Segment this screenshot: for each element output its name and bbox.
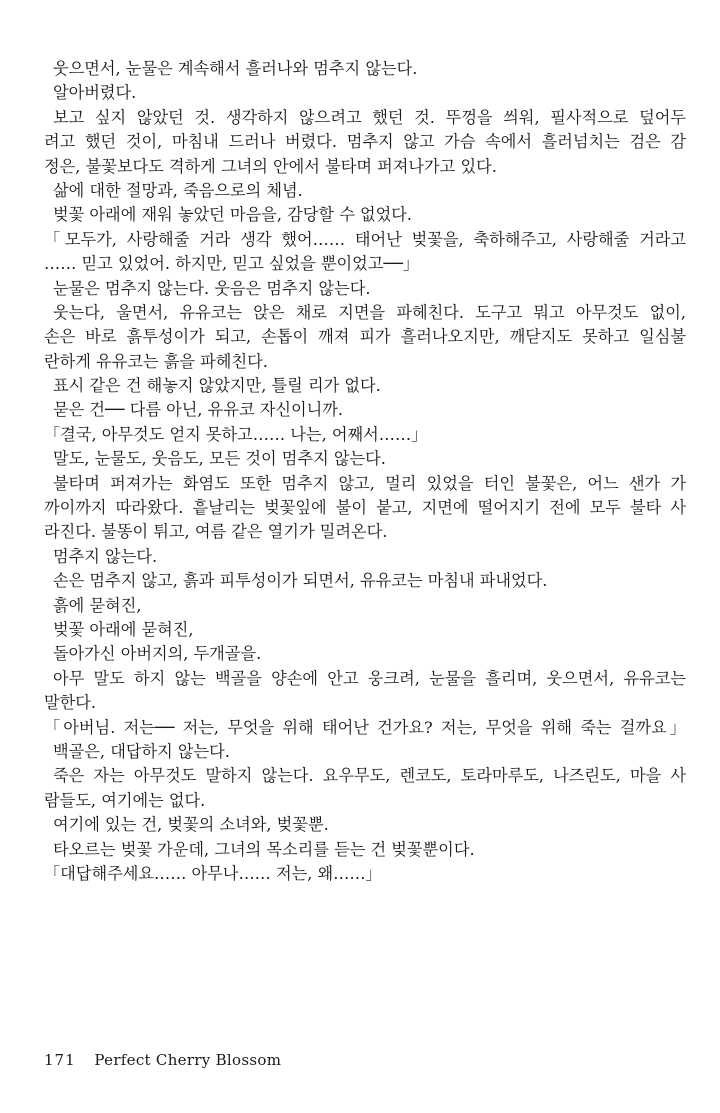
- text-line: 흙에 묻혀진,: [53, 595, 142, 615]
- text-line: 타오르는 벚꽃 가운데, 그녀의 목소리를 듣는 건 벚꽃뿐이다.: [53, 839, 475, 859]
- text-line: 까이까지 따라왔다. 흩날리는 벚꽃잎에 불이 붙고, 지면에 떨어지기 전에 모두 불타 사: [44, 498, 686, 518]
- book-title: Perfect Cherry Blossom: [94, 1051, 282, 1069]
- text-line: 돌아가신 아버지의, 두개골을.: [53, 644, 262, 664]
- text-line: 손은 바로 흙투성이가 되고, 손톱이 깨져 피가 흘러나오지만, 깨닫지도 못하고 일심불: [44, 327, 686, 347]
- text-line: 여기에 있는 건, 벚꽃의 소녀와, 벚꽃뿐.: [53, 815, 329, 835]
- dialogue-line: 「모두가, 사랑해줄 거라 생각 했어…… 태어난 벚꽃을, 축하해주고, 사랑해줄 거라고: [44, 229, 686, 249]
- page-footer: [44, 1051, 281, 1069]
- page-number: 171: [44, 1051, 76, 1069]
- text-line: 벚꽃 아래에 재워 놓았던 마음을, 감당할 수 없었다.: [53, 205, 413, 225]
- text-line: 라진다. 불똥이 튀고, 여름 같은 열기가 밀려온다.: [44, 522, 388, 542]
- text-line: 람들도, 여기에는 없다.: [44, 790, 206, 810]
- text-line: 보고 싶지 않았던 것. 생각하지 않으려고 했던 것. 뚜껑을 씌워, 필사적으로 덮어두: [53, 107, 686, 127]
- dialogue-line: 「결국, 아무것도 얻지 못하고…… 나는, 어째서……」: [44, 424, 428, 444]
- text-line: 묻은 건── 다름 아닌, 유유코 자신이니까.: [53, 400, 344, 420]
- text-line: 백골은, 대답하지 않는다.: [53, 741, 230, 761]
- body-text: [44, 57, 686, 886]
- text-line: 손은 멈추지 않고, 흙과 피투성이가 되면서, 유유코는 마침내 파내었다.: [53, 571, 548, 591]
- text-line: 웃는다, 울면서, 유유코는 앉은 채로 지면을 파헤친다. 도구고 뭐고 아무것도 없이,: [53, 302, 686, 322]
- text-line: 아무 말도 하지 않는 백골을 양손에 안고 웅크려, 눈물을 흘리며, 웃으면서, 유유코는: [53, 668, 686, 688]
- dialogue-line: 「아버님. 저는── 저는, 무엇을 위해 태어난 건가요? 저는, 무엇을 위해 죽는 걸까요」: [44, 717, 686, 737]
- text-line: 눈물은 멈추지 않는다. 웃음은 멈추지 않는다.: [53, 278, 371, 298]
- text-line: 말한다.: [44, 693, 97, 713]
- text-line: 삶에 대한 절망과, 죽음으로의 체념.: [53, 180, 303, 200]
- text-line: 표시 같은 건 해놓지 않았지만, 틀릴 리가 없다.: [53, 376, 381, 396]
- text-line: 알아버렸다.: [53, 83, 137, 103]
- text-line: 정은, 불꽃보다도 격하게 그녀의 안에서 불타며 퍼져나가고 있다.: [44, 156, 497, 176]
- text-line: 웃으면서, 눈물은 계속해서 흘러나와 멈추지 않는다.: [53, 59, 418, 78]
- text-line: 죽은 자는 아무것도 말하지 않는다. 요우무도, 렌코도, 토라마루도, 나즈린도, 마을 사: [53, 766, 686, 786]
- text-line: 말도, 눈물도, 웃음도, 모든 것이 멈추지 않는다.: [53, 449, 386, 469]
- text-line: 란하게 유유코는 흙을 파헤친다.: [44, 351, 268, 371]
- dialogue-line: …… 믿고 있었어. 하지만, 믿고 싶었을 뿐이었고──」: [44, 254, 420, 274]
- text-line: 멈추지 않는다.: [53, 546, 158, 566]
- dialogue-line: 「대답해주세요…… 아무나…… 저는, 왜……」: [44, 863, 382, 883]
- text-line: 불타며 퍼져가는 화염도 또한 멈추지 않고, 멀리 있었을 터인 불꽃은, 어느 샌가 가: [53, 473, 686, 493]
- text-line: 벚꽃 아래에 묻혀진,: [53, 619, 194, 639]
- text-line: 려고 했던 것이, 마침내 드러나 버렸다. 멈추지 않고 가슴 속에서 흘러넘치는 검은 감: [44, 132, 686, 152]
